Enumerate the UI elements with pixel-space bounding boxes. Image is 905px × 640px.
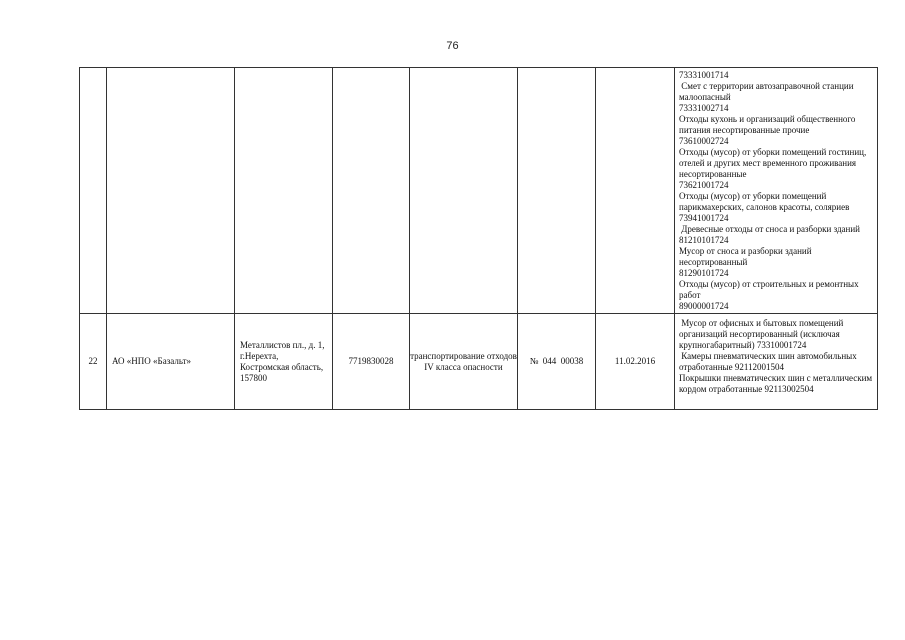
address-cell: Металлистов пл., д. 1, г.Нерехта, Костромская область, 157800 (235, 314, 333, 410)
waste-line: 73331002714 (679, 103, 729, 113)
activity-cell (410, 68, 518, 314)
table-row (80, 314, 878, 410)
waste-line: Покрышки пневматических шин с металлическим кордом отработанные 92113002504 (679, 373, 877, 394)
license-number-cell: № 044 00038 (518, 314, 596, 410)
inn-cell (333, 68, 410, 314)
page-number: 76 (446, 40, 459, 52)
organization-cell (107, 68, 235, 314)
waste-list-cell (675, 68, 878, 314)
row-number-cell (80, 68, 107, 314)
waste-line: 73610002724 (679, 136, 729, 146)
waste-line: 81290101724 (679, 268, 729, 278)
license-date-cell (596, 68, 675, 314)
waste-line: 73621001724 (679, 180, 729, 190)
waste-line: 73331001714 (679, 70, 729, 80)
waste-line: 81210101724 (679, 235, 729, 245)
inn-cell: 7719830028 (333, 314, 410, 410)
organization-cell: АО «НПО «Базальт» (107, 314, 235, 410)
waste-line: Мусор от офисных и бытовых помещений организаций несортированный (исключая крупногабаритный) 73310001724 (679, 318, 846, 350)
waste-line: Отходы (мусор) от уборки помещений парикмахерских, салонов красоты, соляриев (679, 191, 850, 212)
waste-line: Смет с территории автозаправочной станции малоопасный (679, 81, 856, 102)
license-number-cell (518, 68, 596, 314)
activity-cell: транспортирование отходов IV класса опасности (410, 314, 518, 410)
row-number-cell: 22 (80, 314, 107, 410)
table-row-continued (80, 68, 878, 314)
waste-line: Древесные отходы от сноса и разборки зданий (679, 224, 860, 234)
waste-line: 89000001724 (679, 301, 729, 311)
address-cell (235, 68, 333, 314)
waste-list-cell (675, 314, 878, 410)
waste-line: Отходы (мусор) от строительных и ремонтных работ (679, 279, 861, 300)
waste-line: 73941001724 (679, 213, 729, 223)
waste-line: Мусор от сноса и разборки зданий несортированный (679, 246, 814, 267)
waste-line: Камеры пневматических шин автомобильных отработанные 92112001504 (679, 351, 859, 372)
license-registry-table (79, 67, 878, 410)
waste-line: Отходы кухонь и организаций общественного питания несортированные прочие (679, 114, 858, 135)
waste-line: Отходы (мусор) от уборки помещений гостиниц, отелей и других мест временного проживания несортированные (679, 147, 869, 179)
license-date-cell: 11.02.2016 (596, 314, 675, 410)
